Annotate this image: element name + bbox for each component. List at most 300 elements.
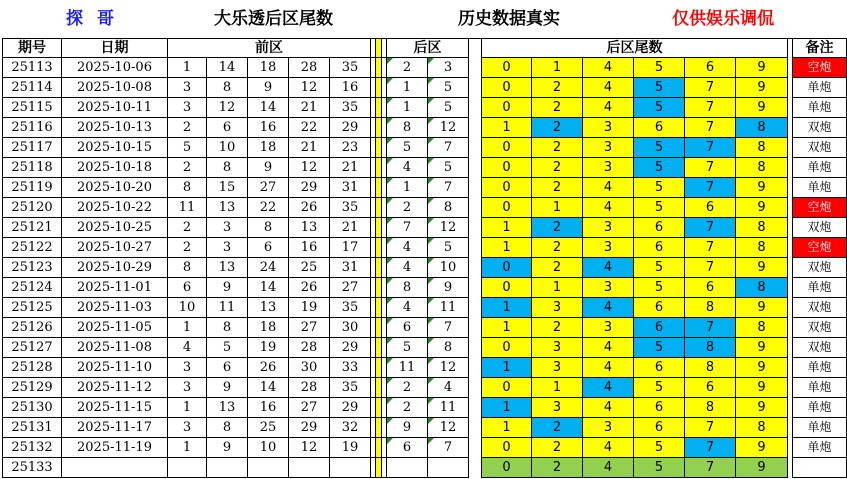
front-number-cell: 8 [207,418,248,438]
front-number-cell [168,458,207,478]
table-body [2,58,847,478]
front-number-cell: 8 [168,178,207,198]
date-cell: 2025-10-20 [62,178,168,198]
back-number-cell: 8 [428,198,469,218]
period-cell: 25125 [2,298,62,318]
tail-cell: 6 [634,418,685,438]
tail-cell: 0 [481,338,532,358]
front-number-cell: 1 [168,438,207,458]
front-number-cell: 23 [330,138,371,158]
tail-cell: 4 [583,338,634,358]
back-number-cell: 1 [387,178,428,198]
tail-cell: 4 [583,358,634,378]
back-number-cell: 9 [387,418,428,438]
table-row [2,118,847,138]
tail-cell: 5 [634,338,685,358]
gap [469,278,481,298]
front-number-cell: 22 [289,118,330,138]
back-number-cell: 11 [428,398,469,418]
date-cell: 2025-11-12 [62,378,168,398]
front-number-cell: 27 [289,318,330,338]
tail-cell: 7 [685,98,736,118]
back-number-cell: 8 [428,338,469,358]
note-cell: 单炮 [792,158,847,178]
front-number-cell: 3 [168,98,207,118]
date-cell: 2025-10-22 [62,198,168,218]
note-cell: 单炮 [792,78,847,98]
tail-cell: 9 [736,98,788,118]
tail-cell: 8 [736,138,788,158]
gap [469,178,481,198]
tail-cell: 6 [685,58,736,78]
tail-cell: 7 [685,258,736,278]
period-cell: 25126 [2,318,62,338]
back-number-cell [387,458,428,478]
tail-cell: 4 [583,198,634,218]
front-number-cell: 26 [248,358,289,378]
tail-cell: 3 [583,318,634,338]
front-number-cell: 6 [207,358,248,378]
tail-cell: 9 [736,358,788,378]
table-row [2,458,847,478]
tail-cell: 8 [736,218,788,238]
tail-cell: 5 [634,198,685,218]
front-number-cell: 21 [289,98,330,118]
front-number-cell: 3 [168,358,207,378]
tail-cell: 1 [481,318,532,338]
tail-cell: 4 [583,298,634,318]
front-number-cell: 3 [207,238,248,258]
tail-cell: 0 [481,378,532,398]
front-number-cell: 8 [207,78,248,98]
note-cell: 双炮 [792,298,847,318]
front-number-cell: 1 [168,398,207,418]
tail-cell: 4 [583,458,634,478]
back-number-cell: 12 [428,418,469,438]
back-number-cell: 7 [428,178,469,198]
tail-cell: 4 [583,58,634,78]
tail-cell: 9 [736,378,788,398]
tail-cell: 6 [634,298,685,318]
period-cell: 25127 [2,338,62,358]
page-header [0,0,847,38]
table-row [2,218,847,238]
front-number-cell: 12 [289,438,330,458]
tail-cell: 1 [481,298,532,318]
front-number-cell: 26 [289,198,330,218]
tail-cell: 2 [532,118,583,138]
gap [469,458,481,478]
back-number-cell: 7 [428,138,469,158]
back-number-cell: 4 [387,238,428,258]
tail-cell: 0 [481,438,532,458]
gap [469,198,481,218]
history-label: 历史数据真实 [458,9,560,29]
author-label: 探哥 [66,9,128,29]
note-cell: 空炮 [792,238,847,258]
tail-cell: 5 [634,78,685,98]
back-number-cell: 12 [428,118,469,138]
back-number-cell: 5 [428,238,469,258]
front-number-cell: 17 [330,238,371,258]
gap [469,98,481,118]
tail-cell: 3 [532,398,583,418]
tail-cell: 3 [532,338,583,358]
tail-cell: 2 [532,238,583,258]
front-number-cell: 10 [248,438,289,458]
back-number-cell: 8 [387,118,428,138]
gap [469,118,481,138]
tail-cell: 1 [532,378,583,398]
date-cell: 2025-10-13 [62,118,168,138]
tail-cell: 0 [481,138,532,158]
tail-cell: 5 [634,438,685,458]
col-header-period: 期号 [2,38,62,58]
tail-cell: 6 [634,218,685,238]
front-number-cell: 28 [289,378,330,398]
col-header-front: 前区 [168,38,371,58]
period-cell: 25130 [2,398,62,418]
front-number-cell: 2 [168,238,207,258]
back-number-cell: 5 [428,78,469,98]
tail-cell: 5 [634,158,685,178]
tail-cell: 9 [736,338,788,358]
note-cell: 单炮 [792,418,847,438]
front-number-cell: 12 [289,78,330,98]
gap [469,238,481,258]
back-number-cell: 2 [387,198,428,218]
front-number-cell: 28 [289,338,330,358]
front-number-cell: 3 [168,418,207,438]
front-number-cell: 12 [289,158,330,178]
period-cell: 25129 [2,378,62,398]
date-cell: 2025-11-03 [62,298,168,318]
front-number-cell [330,458,371,478]
date-cell: 2025-10-27 [62,238,168,258]
front-number-cell: 21 [330,158,371,178]
tail-cell: 1 [532,198,583,218]
tail-cell: 8 [685,358,736,378]
tail-cell: 0 [481,258,532,278]
front-number-cell: 29 [330,398,371,418]
period-cell: 25123 [2,258,62,278]
front-number-cell: 18 [248,138,289,158]
front-number-cell: 16 [330,78,371,98]
front-number-cell: 29 [330,118,371,138]
table-row [2,238,847,258]
back-number-cell: 2 [387,378,428,398]
col-header-date: 日期 [62,38,168,58]
front-number-cell: 8 [168,258,207,278]
front-number-cell: 29 [289,418,330,438]
tail-cell: 8 [736,158,788,178]
back-number-cell: 5 [387,338,428,358]
tail-cell: 6 [685,278,736,298]
front-number-cell: 24 [248,258,289,278]
tail-cell: 8 [736,418,788,438]
period-cell: 25117 [2,138,62,158]
back-number-cell: 1 [387,98,428,118]
date-cell: 2025-11-08 [62,338,168,358]
front-number-cell: 6 [207,118,248,138]
front-number-cell: 6 [248,238,289,258]
tail-cell: 2 [532,458,583,478]
back-number-cell [428,458,469,478]
page-title: 大乐透后区尾数 [214,9,333,29]
date-cell: 2025-11-10 [62,358,168,378]
front-number-cell: 19 [248,338,289,358]
front-number-cell: 5 [207,338,248,358]
tail-cell: 4 [583,78,634,98]
tail-cell: 0 [481,178,532,198]
front-number-cell: 32 [330,418,371,438]
tail-cell: 0 [481,158,532,178]
back-number-cell: 12 [428,358,469,378]
front-number-cell: 30 [289,358,330,378]
tail-cell: 9 [736,58,788,78]
front-number-cell: 35 [330,58,371,78]
gap [469,218,481,238]
tail-cell: 3 [583,218,634,238]
front-number-cell: 3 [168,78,207,98]
back-number-cell: 2 [387,58,428,78]
note-cell: 双炮 [792,138,847,158]
tail-cell: 7 [685,238,736,258]
front-number-cell: 13 [289,218,330,238]
date-cell: 2025-10-15 [62,138,168,158]
note-cell: 单炮 [792,378,847,398]
tail-cell: 9 [736,78,788,98]
tail-cell: 6 [634,398,685,418]
front-number-cell: 18 [248,58,289,78]
front-number-cell: 9 [207,438,248,458]
table-row [2,358,847,378]
front-number-cell: 13 [207,398,248,418]
tail-cell: 8 [736,118,788,138]
period-cell: 25124 [2,278,62,298]
period-cell: 25114 [2,78,62,98]
tail-cell: 9 [736,198,788,218]
gap [469,58,481,78]
front-number-cell: 12 [207,98,248,118]
table-row [2,438,847,458]
tail-cell: 8 [736,278,788,298]
back-number-cell: 3 [428,58,469,78]
back-number-cell: 5 [387,138,428,158]
period-cell: 25118 [2,158,62,178]
gap [469,158,481,178]
front-number-cell: 14 [248,378,289,398]
date-cell: 2025-11-05 [62,318,168,338]
tail-cell: 7 [685,178,736,198]
tail-cell: 1 [481,418,532,438]
tail-cell: 7 [685,218,736,238]
front-number-cell: 26 [289,278,330,298]
tail-cell: 8 [685,398,736,418]
front-number-cell [248,458,289,478]
back-number-cell: 2 [387,398,428,418]
front-number-cell: 1 [168,318,207,338]
period-cell: 25131 [2,418,62,438]
tail-cell: 0 [481,98,532,118]
front-number-cell: 25 [289,258,330,278]
tail-cell: 3 [583,118,634,138]
tail-cell: 2 [532,178,583,198]
note-cell: 双炮 [792,318,847,338]
table-row [2,158,847,178]
front-number-cell: 2 [168,118,207,138]
back-number-cell: 1 [387,78,428,98]
tail-cell: 1 [481,238,532,258]
tail-cell: 5 [634,138,685,158]
tail-cell: 0 [481,198,532,218]
note-cell: 双炮 [792,338,847,358]
tail-cell: 8 [736,238,788,258]
period-cell: 25132 [2,438,62,458]
gap [469,258,481,278]
note-cell: 单炮 [792,178,847,198]
front-number-cell: 31 [330,178,371,198]
back-number-cell: 4 [428,378,469,398]
front-number-cell: 22 [248,198,289,218]
front-number-cell [289,458,330,478]
tail-cell: 5 [634,58,685,78]
front-number-cell: 1 [168,58,207,78]
tail-cell: 1 [481,218,532,238]
back-number-cell: 4 [387,258,428,278]
tail-cell: 3 [583,418,634,438]
tail-cell: 2 [532,438,583,458]
note-cell: 单炮 [792,438,847,458]
tail-cell: 7 [685,78,736,98]
front-number-cell: 30 [330,318,371,338]
date-cell: 2025-11-19 [62,438,168,458]
front-number-cell: 35 [330,378,371,398]
gap [469,78,481,98]
table-row [2,98,847,118]
front-number-cell: 9 [207,278,248,298]
table-row [2,398,847,418]
gap [469,338,481,358]
gap [469,38,481,58]
table-row [2,138,847,158]
front-number-cell: 3 [168,378,207,398]
period-cell: 25121 [2,218,62,238]
tail-cell: 8 [736,318,788,338]
table-row [2,378,847,398]
front-number-cell: 31 [330,258,371,278]
front-number-cell: 8 [207,158,248,178]
tail-cell: 0 [481,78,532,98]
table-row [2,198,847,218]
tail-cell: 4 [583,378,634,398]
front-number-cell: 2 [168,158,207,178]
note-cell: 单炮 [792,358,847,378]
gap [469,378,481,398]
tail-cell: 3 [583,278,634,298]
front-number-cell: 28 [289,58,330,78]
note-cell: 双炮 [792,258,847,278]
tail-cell: 7 [685,438,736,458]
tail-cell: 5 [634,378,685,398]
gap [469,398,481,418]
date-cell: 2025-10-06 [62,58,168,78]
tail-cell: 9 [736,258,788,278]
tail-cell: 3 [532,358,583,378]
front-number-cell: 18 [248,318,289,338]
tail-cell: 9 [736,178,788,198]
period-cell: 25115 [2,98,62,118]
tail-cell: 4 [583,98,634,118]
front-number-cell: 21 [289,138,330,158]
back-number-cell: 12 [428,218,469,238]
date-cell: 2025-11-15 [62,398,168,418]
period-cell: 25120 [2,198,62,218]
tail-cell: 1 [532,58,583,78]
period-cell: 25116 [2,118,62,138]
front-number-cell: 9 [248,78,289,98]
table-row [2,78,847,98]
front-number-cell: 35 [330,198,371,218]
tail-cell: 0 [481,58,532,78]
front-number-cell: 15 [207,178,248,198]
tail-cell: 7 [685,458,736,478]
gap [469,318,481,338]
front-number-cell: 14 [248,98,289,118]
tail-cell: 1 [481,118,532,138]
tail-cell: 4 [583,178,634,198]
table-row [2,258,847,278]
front-number-cell: 9 [248,158,289,178]
date-cell: 2025-10-08 [62,78,168,98]
front-number-cell: 35 [330,298,371,318]
front-number-cell: 25 [248,418,289,438]
tail-cell: 2 [532,258,583,278]
front-number-cell: 16 [248,398,289,418]
front-number-cell [207,458,248,478]
back-number-cell: 11 [387,358,428,378]
note-cell [792,458,847,478]
back-number-cell: 4 [387,158,428,178]
back-number-cell: 7 [387,218,428,238]
front-number-cell: 11 [168,198,207,218]
date-cell [62,458,168,478]
table-row [2,318,847,338]
gap [469,418,481,438]
front-number-cell: 21 [330,218,371,238]
tail-cell: 9 [736,398,788,418]
col-header-back: 后区 [387,38,469,58]
period-cell: 25128 [2,358,62,378]
period-cell: 25133 [2,458,62,478]
lottery-table [2,38,847,478]
tail-cell: 9 [736,438,788,458]
tail-cell: 1 [481,398,532,418]
date-cell: 2025-10-25 [62,218,168,238]
tail-cell: 6 [634,358,685,378]
front-number-cell: 27 [289,398,330,418]
front-number-cell: 2 [168,218,207,238]
tail-cell: 0 [481,278,532,298]
front-number-cell: 6 [168,278,207,298]
note-cell: 单炮 [792,98,847,118]
front-number-cell: 35 [330,98,371,118]
front-number-cell: 8 [207,318,248,338]
tail-cell: 4 [583,398,634,418]
tail-cell: 5 [634,178,685,198]
front-number-cell: 27 [330,278,371,298]
gap [469,358,481,378]
